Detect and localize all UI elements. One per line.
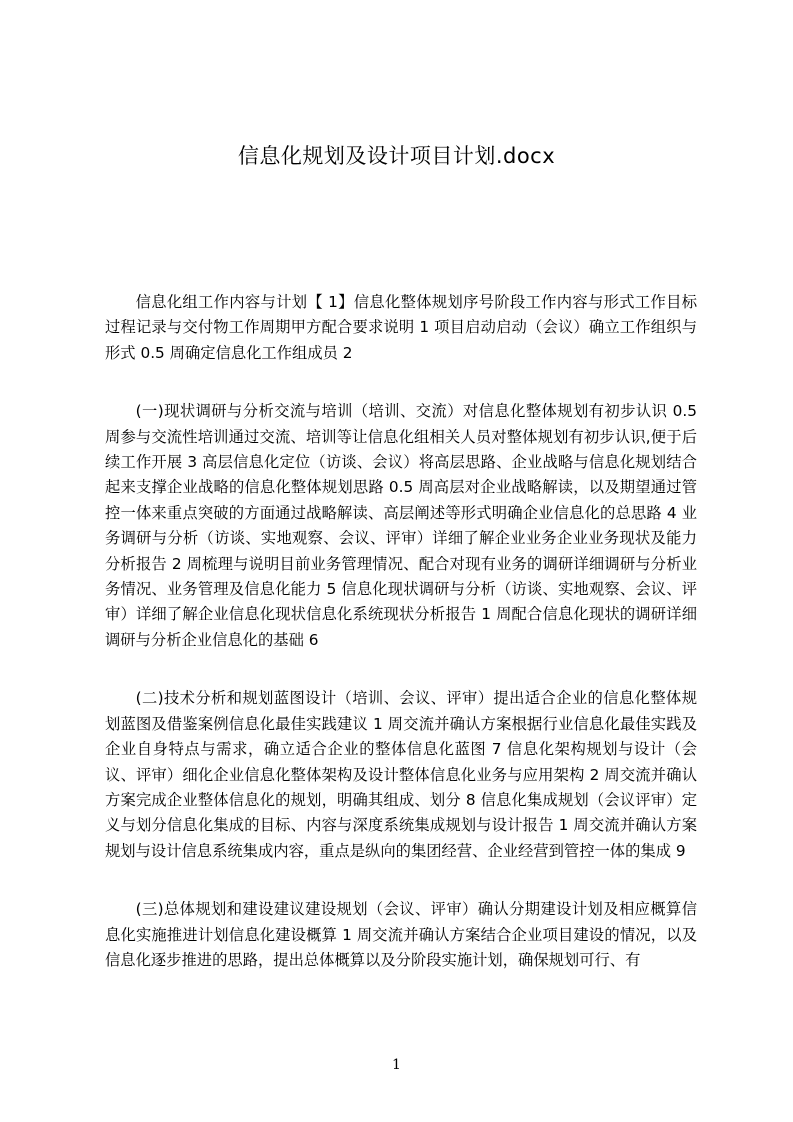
- page-number: 1: [392, 1057, 401, 1073]
- document-body: [105, 290, 697, 1006]
- body-paragraph-intro: 信息化组工作内容与计划【 1】信息化整体规划序号阶段工作内容与形式工作目标过程记录与交付物工作周期甲方配合要求说明 1 项目启动启动（会议）确立工作组织与形式 0.5 周确定信息化工作组成员 2: [105, 293, 697, 362]
- body-paragraph-blueprint: (二)技术分析和规划蓝图设计（培训、会议、评审）提出适合企业的信息化整体规划蓝图及借鉴案例信息化最佳实践建议 1 周交流并确认方案根据行业信息化最佳实践及企业自身特点与需求，确立适合企业的整体信息化蓝图 7 信息化架构规划与设计（会议、评审）细化企业信息化整体架构及设计整体信息化业务与应用架构 2 周交流并确认方案完成企业整体信息化的规划，明确其组成、划分 8 信息化集成规划（会议评审）定义与划分信息化集成的目标、内容与深度系统集成规划与设计报告 1 周交流并确认方案规划与设计信息系统集成内容，重点是纵向的集团经营、企业经营到管控一体的集成 9: [105, 689, 697, 860]
- body-paragraph-current-state: (一)现状调研与分析交流与培训（培训、交流）对信息化整体规划有初步认识 0.5 周参与交流性培训通过交流、培训等让信息化组相关人员对整体规划有初步认识,便于后续工作开展 3 高层信息化定位（访谈、会议）将高层思路、企业战略与信息化规划结合起来支撑企业战略的信息化整体规划思路 0.5 周高层对企业战略解读，以及期望通过管控一体来重点突破的方面通过战略解读、高层阐述等形式明确企业信息化的总思路 4 业务调研与分析（访谈、实地观察、会议、评审）详细了解企业业务企业业务现状及能力分析报告 2 周梳理与说明目前业务管理情况、配合对现有业务的调研详细调研与分析业务情况、业务管理及信息化能力 5 信息化现状调研与分析（访谈、实地观察、会议、评审）详细了解企业信息化现状信息化系统现状分析报告 1 周配合信息化现状的调研详细调研与分析企业信息化的基础 6: [105, 402, 697, 649]
- document-title: 信息化规划及设计项目计划.docx: [237, 144, 556, 168]
- body-paragraph-overall-plan: (三)总体规划和建设建议建设规划（会议、评审）确认分期建设计划及相应概算信息化实施推进计划信息化建设概算 1 周交流并确认方案结合企业项目建设的情况，以及信息化逐步推进的思路，提出总体概算以及分阶段实施计划，确保规划可行、有: [105, 900, 697, 969]
